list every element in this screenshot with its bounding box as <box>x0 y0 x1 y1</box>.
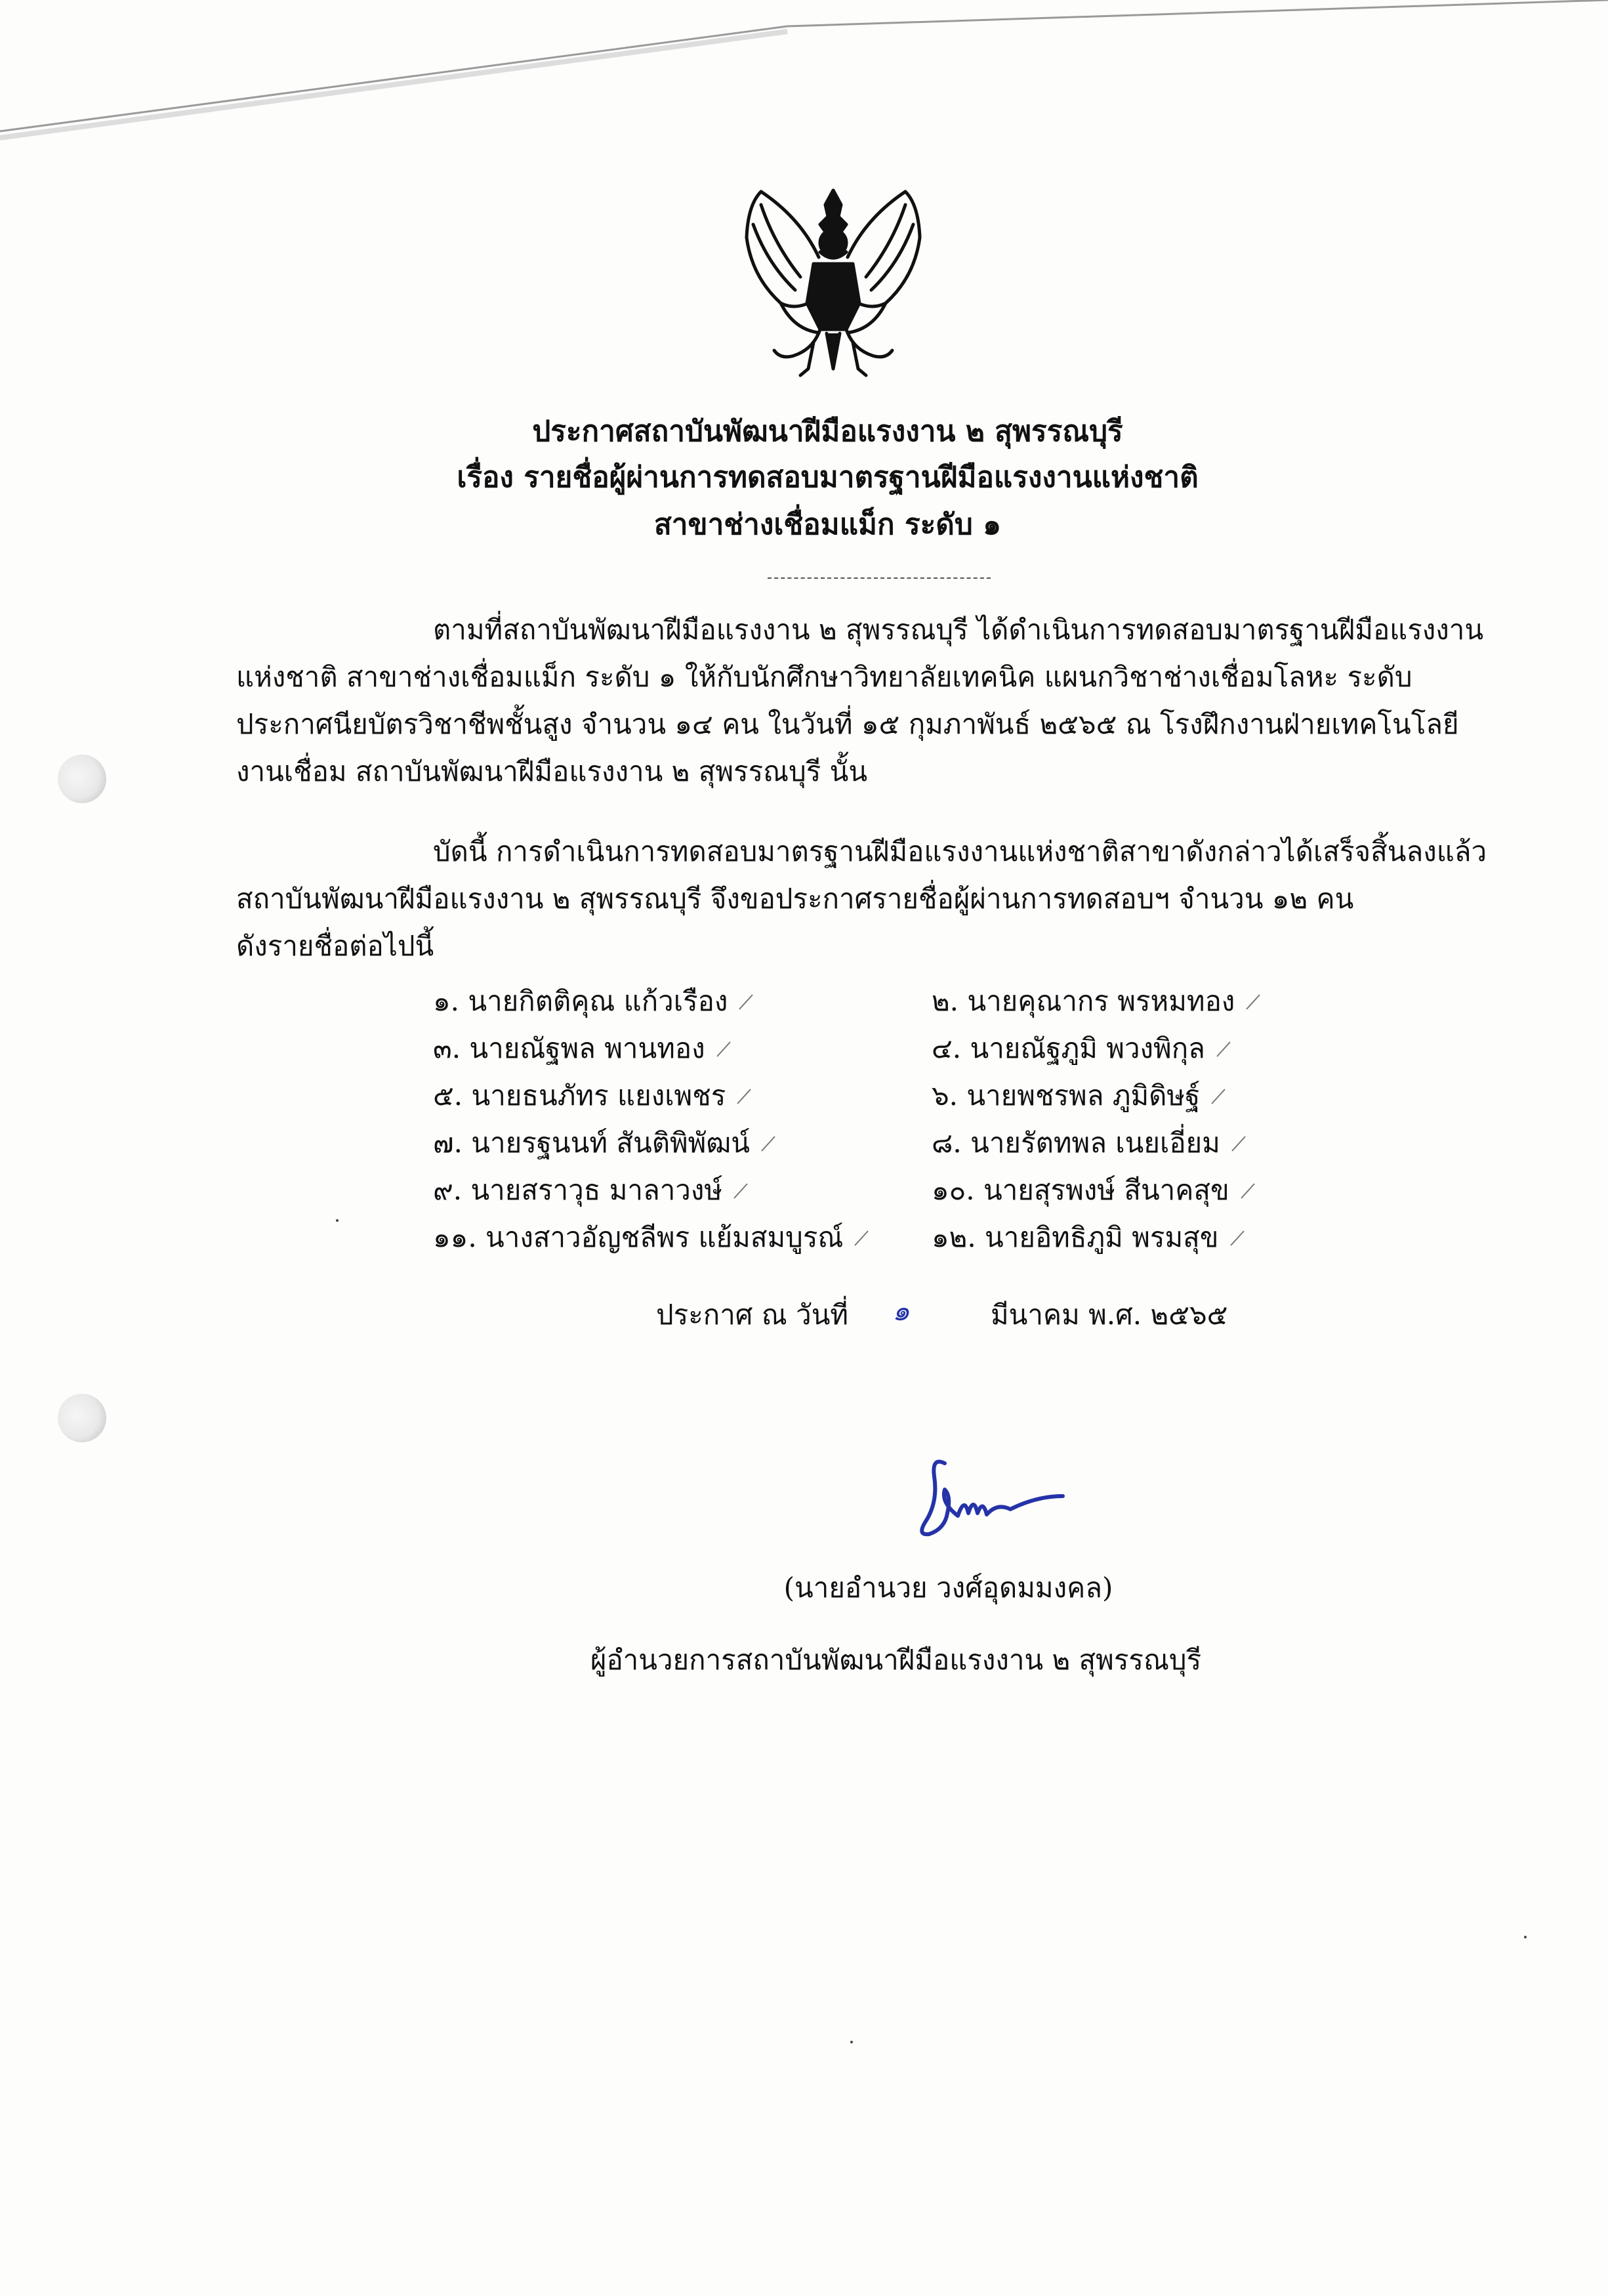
passer-entry <box>433 1025 932 1072</box>
passer-name: ๓. นายณัฐพล พานทอง <box>433 1032 705 1064</box>
passer-row <box>433 1214 1351 1261</box>
heading-divider <box>768 577 991 579</box>
scan-speck <box>336 1219 339 1222</box>
check-mark-icon <box>1244 991 1262 1012</box>
passer-entry <box>932 1072 1351 1119</box>
passer-row <box>433 1119 1351 1167</box>
passer-name: ๗. นายรฐนนท์ สันติพิพัฒน์ <box>433 1127 751 1159</box>
check-mark-icon <box>852 1227 871 1248</box>
check-mark-icon <box>1228 1227 1247 1248</box>
punch-hole-bottom <box>58 1394 106 1442</box>
passer-name: ๖. นายพชรพล ภูมิดิษฐ์ <box>932 1079 1201 1112</box>
announcement-branch: สาขาช่างเชื่อมแม็ก ระดับ ๑ <box>653 508 1002 541</box>
scan-edge-shadow <box>0 0 1608 171</box>
check-mark-icon <box>737 991 755 1012</box>
announcement-title: ประกาศสถาบันพัฒนาฝีมือแรงงาน ๒ สุพรรณบุรี <box>532 415 1123 448</box>
passer-row <box>433 1167 1351 1214</box>
passer-row <box>433 1025 1351 1072</box>
paragraph-1-line-4: งานเชื่อม สถาบันพัฒนาฝีมือแรงงาน ๒ สุพรรณบุรี นั้น <box>236 755 868 787</box>
paragraph-1-line-2: แห่งชาติ สาขาช่างเชื่อมแม็ก ระดับ ๑ ให้กับนักศึกษาวิทยาลัยเทคนิค แผนกวิชาช่างเชื่อมโลหะ ระดับ <box>236 661 1412 693</box>
paragraph-2-line-1: บัดนี้ การดำเนินการทดสอบมาตรฐานฝีมือแรงงานแห่งชาติสาขาดังกล่าวได้เสร็จสิ้นลงแล้ว <box>433 835 1487 867</box>
date-label: ประกาศ ณ วันที่ <box>656 1299 849 1331</box>
passer-name: ๙. นายสราวุธ มาลาวงษ์ <box>433 1174 723 1206</box>
check-mark-icon <box>1239 1180 1257 1201</box>
paragraph-1-line-3: ประกาศนียบัตรวิชาชีพชั้นสูง จำนวน ๑๔ คน ในวันที่ ๑๕ กุมภาพันธ์ ๒๕๖๕ ณ โรงฝึกงานฝ่ายเทคโนโลยี <box>236 708 1459 740</box>
signature-icon <box>905 1450 1076 1549</box>
signer-name: (นายอำนวย วงศ์อุดมมงคล) <box>783 1572 1113 1604</box>
passer-entry <box>932 1167 1351 1214</box>
garuda-emblem-icon <box>735 178 932 382</box>
check-mark-icon <box>1209 1085 1227 1106</box>
check-mark-icon <box>759 1133 777 1154</box>
passer-name: ๒. นายคุณากร พรหมทอง <box>932 985 1235 1017</box>
passer-entry <box>433 1119 932 1167</box>
passer-name: ๔. นายณัฐภูมิ พวงพิกุล <box>932 1032 1205 1064</box>
passer-name: ๑. นายกิตติคุณ แก้วเรือง <box>433 985 728 1017</box>
announcement-subject: เรื่อง รายชื่อผู้ผ่านการทดสอบมาตรฐานฝีมือแรงงานแห่งชาติ <box>457 461 1199 494</box>
passer-name: ๑๑. นางสาวอัญชลีพร แย้มสมบูรณ์ <box>433 1221 844 1253</box>
date-month-year: มีนาคม พ.ศ. ๒๕๖๕ <box>991 1299 1228 1331</box>
punch-hole-top <box>58 755 106 803</box>
passer-name: ๑๒. นายอิทธิภูมิ พรมสุข <box>932 1221 1219 1253</box>
passer-name: ๘. นายรัตทพล เนยเอี่ยม <box>932 1127 1220 1159</box>
passer-entry <box>433 978 932 1025</box>
check-mark-icon <box>1214 1038 1233 1059</box>
passer-row <box>433 978 1351 1025</box>
passer-list <box>433 978 1351 1261</box>
paragraph-1-line-1: ตามที่สถาบันพัฒนาฝีมือแรงงาน ๒ สุพรรณบุรี ได้ดำเนินการทดสอบมาตรฐานฝีมือแรงงาน <box>433 614 1484 646</box>
passer-entry <box>433 1072 932 1119</box>
passer-entry <box>932 1119 1351 1167</box>
passer-row <box>433 1072 1351 1119</box>
handwritten-day: ๑ <box>892 1295 910 1327</box>
paragraph-2-line-2: สถาบันพัฒนาฝีมือแรงงาน ๒ สุพรรณบุรี จึงขอประกาศรายชื่อผู้ผ่านการทดสอบฯ จำนวน ๑๒ คน <box>236 883 1354 915</box>
signer-position: ผู้อำนวยการสถาบันพัฒนาฝีมือแรงงาน ๒ สุพรรณบุรี <box>590 1644 1202 1676</box>
scan-speck <box>850 2041 853 2043</box>
passer-entry <box>932 1214 1351 1261</box>
scan-speck <box>1524 1936 1527 1938</box>
passer-entry <box>433 1214 932 1261</box>
passer-entry <box>433 1167 932 1214</box>
check-mark-icon <box>732 1180 750 1201</box>
passer-entry <box>932 978 1351 1025</box>
paragraph-2 <box>236 828 1487 970</box>
passer-entry <box>932 1025 1351 1072</box>
check-mark-icon <box>735 1085 753 1106</box>
paragraph-1 <box>236 606 1484 795</box>
check-mark-icon <box>1229 1133 1248 1154</box>
check-mark-icon <box>714 1038 733 1059</box>
passer-name: ๑๐. นายสุรพงษ์ สีนาคสุข <box>932 1174 1229 1206</box>
passer-name: ๕. นายธนภัทร แยงเพชร <box>433 1079 726 1112</box>
paragraph-2-line-3: ดังรายชื่อต่อไปนี้ <box>236 930 434 962</box>
